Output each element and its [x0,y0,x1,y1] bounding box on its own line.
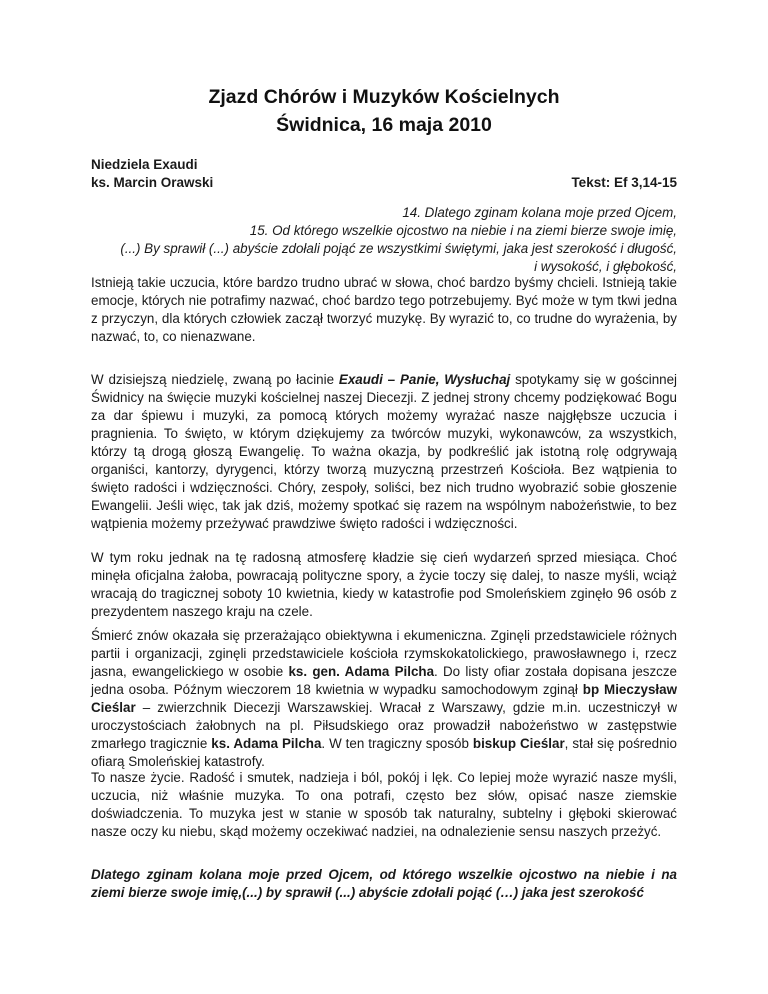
document-subtitle: Świdnica, 16 maja 2010 [276,114,492,136]
author-name: ks. Marcin Orawski [91,175,214,190]
name-cieslar: biskup Cieślar [472,736,565,751]
emphasis-dash: – [382,372,400,387]
paragraph-2 [91,371,677,533]
paragraph-1: Istnieją takie uczucia, które bardzo trudno ubrać w słowa, choć bardzo byśmy chcieli. Istnieją takie emocje, których nie potrafimy nazwać, choć bardzo tego potrzebujemy. Być może w tym tkwi jedna z przyczyn, dla których człowiek zaczął tworzyć muzykę. By wyrazić to, co trudne do wyrażenia, by nazwać, to, co nienazwane. [91,275,677,344]
scripture-quote [91,204,677,276]
text-run: – zwierzchnik Diecezji Warszawskiej. Wracał z Warszawy, gdzie m.in. uczestniczył w uroczystościach żałobnych na pl. Piłsudskiego oraz prowadził nabożeństwo w zastępstwie zmarłego tragicznie [91,700,677,751]
scripture-reference: Tekst: Ef 3,14-15 [571,175,677,190]
name-pilch: ks. gen. Adama Pilcha [288,664,435,679]
text-run: W dzisiejszą niedzielę, zwaną po łacinie [91,372,335,387]
paragraph-6: Dlatego zginam kolana moje przed Ojcem, od którego wszelkie ojcostwo na niebie i na ziemi bierze swoje imię,(...) by sprawił (...) abyście zdołali pojąć (…) jaka jest szerokość [91,867,677,900]
paragraph-4 [91,627,677,771]
paragraph-3: W tym roku jednak na tę radosną atmosferę kładzie się cień wydarzeń sprzed miesiąca. Choć minęła oficjalna żałoba, powracają polityczne spory, a życie toczy się dalej, to nasze myśli, wciąż wracają do tragicznej soboty 10 kwietnia, kiedy w katastrofie pod Smoleńskiem zginęło 96 osób z prezydentem naszego kraju na czele. [91,550,677,619]
quote-line: 14. Dlatego zginam kolana moje przed Ojcem, [402,205,677,220]
text-run: Śmierć znów okazała się przerażająco obiektywna i ekumeniczna. Zginęli przedstawiciele różnych partii i organizacji, zginęli przedstawiciele kościoła rzymskokatolickiego, prawosławnego i, rzecz jasna, ewangelickiego w osobie [91,628,677,679]
name-pilch: ks. Adama Pilcha [211,736,322,751]
text-run: . W ten tragiczny sposób [321,736,469,751]
text-run: . Do listy ofiar została dopisana jeszcze jedna osoba. Późnym wieczorem 18 kwietnia w wypadku samochodowym zginął [91,664,677,697]
quote-line: i wysokość, i głębokość, [534,259,677,274]
author-row [91,174,677,191]
document-title: Zjazd Chórów i Muzyków Kościelnych [208,86,560,108]
text-run: spotykamy się w gościnnej Świdnicy na święcie muzyki kościelnej naszej Diecezji. Z jednej strony chcemy podziękować Bogu za dar śpiewu i muzyki, za pomocą których możemy wyrażać nasze najgłębsze uczucia i pragnienia. To święto, w którym dziękujemy za twórców muzyki, wykonawców, za wszystkich, którzy tą drogą głoszą Ewangelię. To ważna okazja, by podkreślić jak istotną rolę odgrywają organiści, kantorzy, dyrygenci, którzy tworzą muzyczną przestrzeń Kościoła. Bez wątpienia to święto radości i wdzięczności. Chóry, zespoły, soliści, bez nich trudno wyobrazić sobie głoszenie Ewangelii. Jeśli więc, tak jak dziś, możemy spotkać się razem na wspólnym nabożeństwie, to bez wątpienia możemy przeżywać prawdziwe święto radości i wdzięczności. [91,372,678,531]
text-run: , stał się pośrednio ofiarą Smoleńskiej katastrofy. [91,736,677,769]
paragraph-5: To nasze życie. Radość i smutek, nadzieja i ból, pokój i lęk. Co lepiej może wyrazić nasze myśli, uczucia, niż właśnie muzyka. To ona potrafi, często bez słów, opisać nasze ziemskie doświadczenia. To muzyka jest w stanie w sposób tak naturalny, subtelny i głęboki skierować nasze oczy ku niebu, skąd możemy oczekiwać nadziei, na odnalezienie sensu naszych przeżyć. [91,770,677,839]
quote-line: (...) By sprawił (...) abyście zdołali pojąć ze wszystkimi świętymi, jaka jest szerokość i długość, [120,241,677,256]
emphasis-exaudi: Exaudi [338,372,383,387]
name-cieslar: bp Mieczysław Cieślar [91,682,677,715]
emphasis-panie-wysluchaj: Panie, Wysłuchaj [399,372,511,387]
occasion-label: Niedziela Exaudi [91,157,198,172]
quote-line: 15. Od którego wszelkie ojcostwo na niebie i na ziemi bierze swoje imię, [249,223,677,238]
